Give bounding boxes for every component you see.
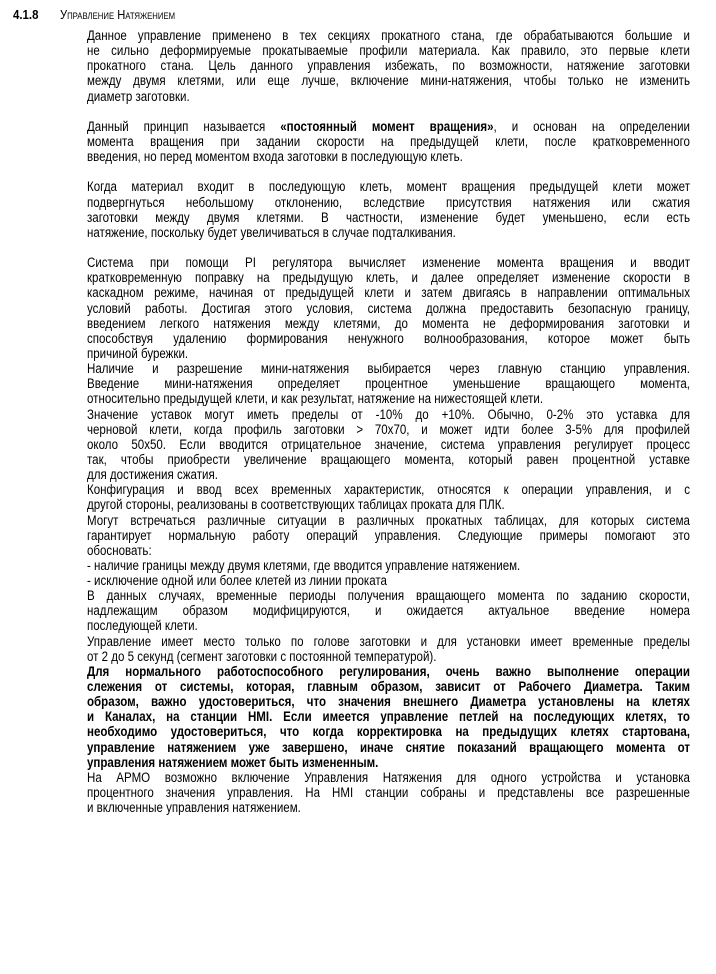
text-line: На АРМО возможно включение Управления Натяжения для одного устройства и установка <box>87 769 690 785</box>
text-line: относительно предыдущей клети, и как результат, натяжение на нижестоящей клети. <box>87 391 544 407</box>
text-line: для достижения сжатия. <box>87 467 218 483</box>
text-line: Могут встречаться различные ситуации в различных прокатных таблицах, для которых система <box>87 512 690 528</box>
text-line: Введение мини-натяжения определяет процентное уменьшение вращающего момента, <box>87 376 690 392</box>
text-line: Для нормального работоспособного регулирования, очень важно выполнение операции <box>87 663 690 679</box>
list-item: - наличие границы между двумя клетями, где вводится управление натяжением. <box>87 557 521 573</box>
paragraph-material-entry <box>87 179 690 240</box>
text-line: надлежащим образом модифицируются, и ожидается актуальное введение номера <box>87 603 690 619</box>
text-line: Наличие и разрешение мини-натяжения выбирается через главную станцию управления. <box>87 361 690 377</box>
text-line: около 50x50. Если вводится отрицательное значение, система управления регулирует процесс <box>87 436 690 452</box>
paragraph-mini-tension <box>87 361 690 406</box>
text-line: между двумя клетями, или еще лучше, включение мини-натяжения, чтобы только не изменить <box>87 73 690 89</box>
text-line: способствуя удалению формирования ненужного волнообразования, которое может быть <box>87 330 690 346</box>
text-line: подвергнуться небольшому отклонению, вследствие присутствия натяжения или сжатия <box>87 194 690 210</box>
text-line: другой стороны, реализованы в соответствующих таблицах проката для ПЛК. <box>87 497 505 513</box>
text-line: момента вращения при задании скорости на предыдущей клети, после кратковременного <box>87 133 690 149</box>
text-line: натяжение, поскольку будет увеличиваться в случае подталкивания. <box>87 224 456 240</box>
text-line: введением легкого натяжения между клетями, до момента не деформирования заготовки и <box>87 315 690 331</box>
section-title: Управление Натяжением <box>60 7 176 22</box>
text-line: обосновать: <box>87 542 152 558</box>
list-item: - исключение одной или более клетей из линии проката <box>87 573 387 589</box>
text-line: образом, важно удостовериться, что значения внешнего Диаметра установлены на клетях <box>87 694 690 710</box>
text-line: прокатного стана. Цель данного управления избежать, по возможности, натяжение заготовки <box>87 58 690 74</box>
text-line: слежения от системы, которая, главным образом, зависит от Рабочего Диаметра. Таким <box>87 679 690 695</box>
paragraph-intro <box>87 28 690 104</box>
text-line: каскадном режиме, начиная от предыдущей клети и затем двигаясь в направлении оптимальных <box>87 285 690 301</box>
text-line: В данных случаях, временные периоды получения вращающего момента по заданию скорости, <box>87 588 690 604</box>
text-line: причиной бурежки. <box>87 345 189 361</box>
text-line: черновой клети, когда профиль заготовки > 70x70, и может идти более 3-5% для профилей <box>87 421 690 437</box>
paragraph-setpoints <box>87 407 690 483</box>
emphasis-term: «постоянный момент вращения» <box>280 118 494 134</box>
text-line: Когда материал входит в последующую клеть, момент вращения предыдущей клети может <box>87 179 690 195</box>
text-line: управления натяжением может быть измененным. <box>87 754 379 770</box>
text-line: не сильно деформируемые прокатываемые профили материала. Как правило, это первые клети <box>87 43 690 59</box>
text-line: от 2 до 5 секунд (сегмент заготовки с постоянной температурой). <box>87 648 437 664</box>
text-line: Система при помощи PI регулятора вычисляет изменение момента вращения и вводит <box>87 255 690 271</box>
paragraph-principle <box>87 119 690 164</box>
paragraph-configuration <box>87 482 690 512</box>
paragraph-cases <box>87 588 690 633</box>
paragraph-situations <box>87 513 690 558</box>
text-line: и включенные управления натяжением. <box>87 800 301 816</box>
paragraph-head-control <box>87 634 690 664</box>
text-line: так, чтобы приобрести увеличение вращающего момента, который равен процентной уставке <box>87 451 690 467</box>
text-line: Данное управление применено в тех секциях прокатного стана, где обрабатываются большие и <box>87 28 690 43</box>
text-line: процентного значения управления. На HMI станции собраны и представлены все разрешенные <box>87 785 690 801</box>
paragraph-important-note <box>87 664 690 770</box>
text-line: заготовки между двумя клетями. В частности, изменение будет уменьшено, если есть <box>87 209 690 225</box>
text-line: необходимо удостовериться, что когда корректировка на предыдущих клетях стартована, <box>87 724 690 740</box>
text-line: управление натяжением уже завершено, иначе снятие показаний вращающего момента от <box>87 739 690 755</box>
text-line: и Каналах, на станции HMI. Если имеется управление петлей на последующих клетях, то <box>87 709 690 725</box>
paragraph-pi-regulator <box>87 255 690 361</box>
text-line: гарантирует нормальную работу операций управления. Следующие примеры помогают это <box>87 527 690 543</box>
text-line: диаметр заготовки. <box>87 88 190 104</box>
text-line: введения, но перед моментом входа заготовки в последующую клеть. <box>87 149 463 165</box>
paragraph-armo <box>87 770 690 815</box>
text-line: Управление имеет место только по голове заготовки и для установки имеет временные пределы <box>87 633 690 649</box>
section-heading <box>13 7 194 23</box>
text-line: Данный принцип называется «постоянный момент вращения», и основан на определении <box>87 118 690 134</box>
text-line: кратковременную поправку на предыдущую клеть, и далее определяет изменение скорости в <box>87 270 690 286</box>
text-line: условий работы. Достигая этого условия, система должна предоставить безопасную границу, <box>87 300 690 316</box>
text-line: Конфигурация и ввод всех временных характеристик, относятся к операции управления, и с <box>87 482 690 498</box>
text-line: Значение уставок могут иметь пределы от -10% до +10%. Обычно, 0-2% это уставка для <box>87 406 690 422</box>
text-line: последующей клети. <box>87 618 198 634</box>
document-body <box>87 28 690 815</box>
section-number: 4.1.8 <box>13 7 39 22</box>
